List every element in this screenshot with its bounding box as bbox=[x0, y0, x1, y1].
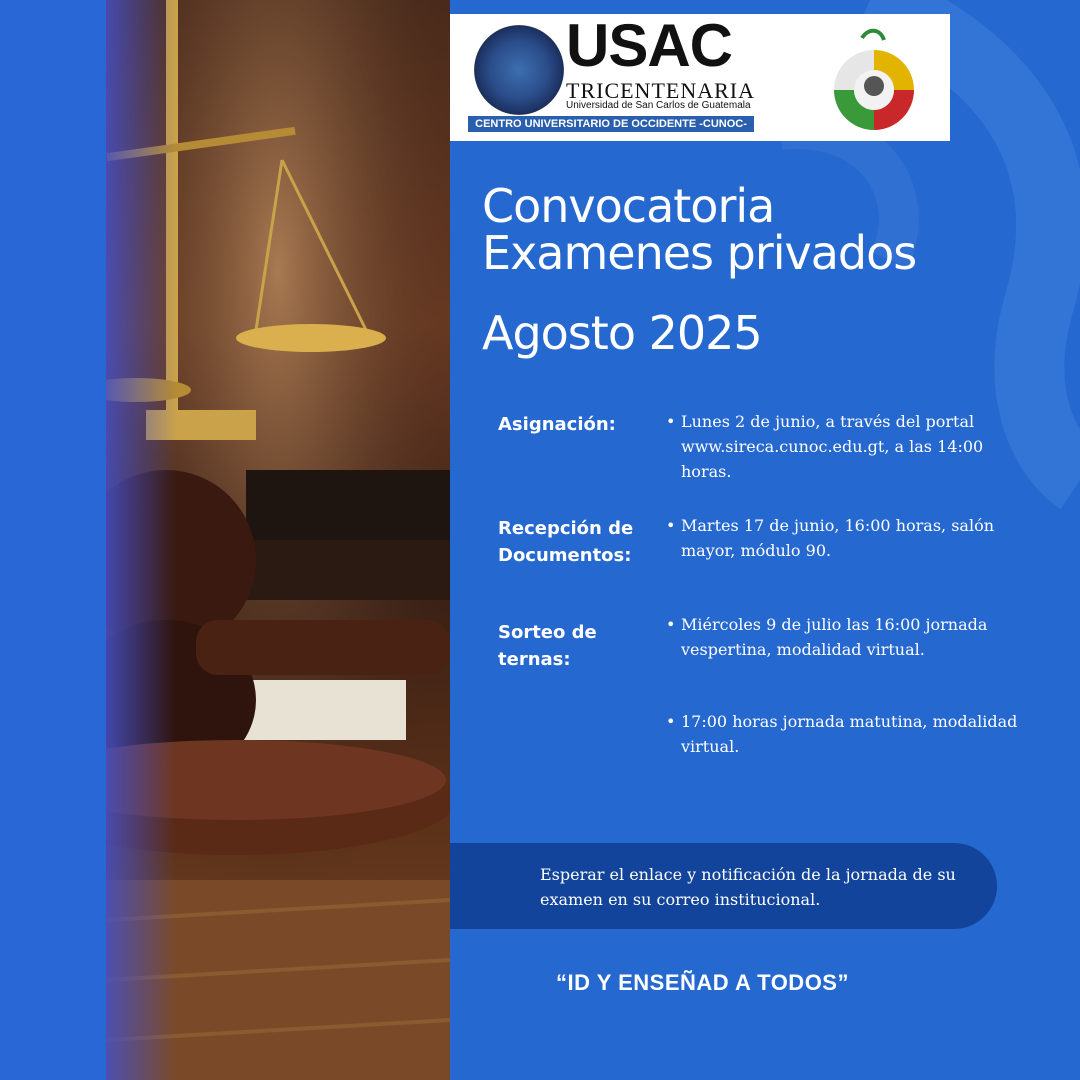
label-recepcion bbox=[498, 515, 633, 569]
page-subtitle: Agosto 2025 bbox=[482, 306, 762, 360]
tricentenaria-text: TRICENTENARIA bbox=[566, 78, 755, 103]
schedule-item: • 17:00 horas jornada matutina, modalidad virtual. bbox=[666, 709, 1026, 759]
schedule-item: • Miércoles 9 de julio las 16:00 jornada vespertina, modalidad virtual. bbox=[666, 612, 1026, 662]
cunoc-banner: CENTRO UNIVERSITARIO DE OCCIDENTE -CUNOC- bbox=[468, 116, 754, 132]
label-line: Documentos: bbox=[498, 545, 632, 566]
notice-text: Esperar el enlace y notificación de la jornada de su examen en su correo institucional. bbox=[540, 865, 956, 909]
university-name: Universidad de San Carlos de Guatemala bbox=[566, 100, 751, 111]
label-line: Sorteo de bbox=[498, 622, 597, 643]
label-asignacion: Asignación: bbox=[498, 414, 616, 435]
photo-fade-overlay bbox=[106, 0, 176, 1080]
usac-seal-icon bbox=[474, 25, 564, 115]
label-sorteo bbox=[498, 619, 597, 673]
schedule-item: • Martes 17 de junio, 16:00 horas, salón mayor, módulo 90. bbox=[666, 513, 1026, 563]
page-title bbox=[482, 179, 917, 280]
justice-photo bbox=[106, 0, 450, 1080]
left-edge-strip bbox=[0, 0, 108, 1080]
schedule-item: • Lunes 2 de junio, a través del portal www.sireca.cunoc.edu.gt, a las 14:00 horas. bbox=[666, 409, 1026, 484]
usac-logo-text: USAC bbox=[566, 12, 733, 79]
cunoc-emblem-icon bbox=[828, 28, 920, 136]
label-line: ternas: bbox=[498, 649, 571, 670]
motto: “ID Y ENSEÑAD A TODOS” bbox=[556, 970, 849, 995]
title-line-2: Examenes privados bbox=[482, 226, 917, 280]
label-line: Recepción de bbox=[498, 518, 634, 539]
title-line-1: Convocatoria bbox=[482, 179, 775, 233]
